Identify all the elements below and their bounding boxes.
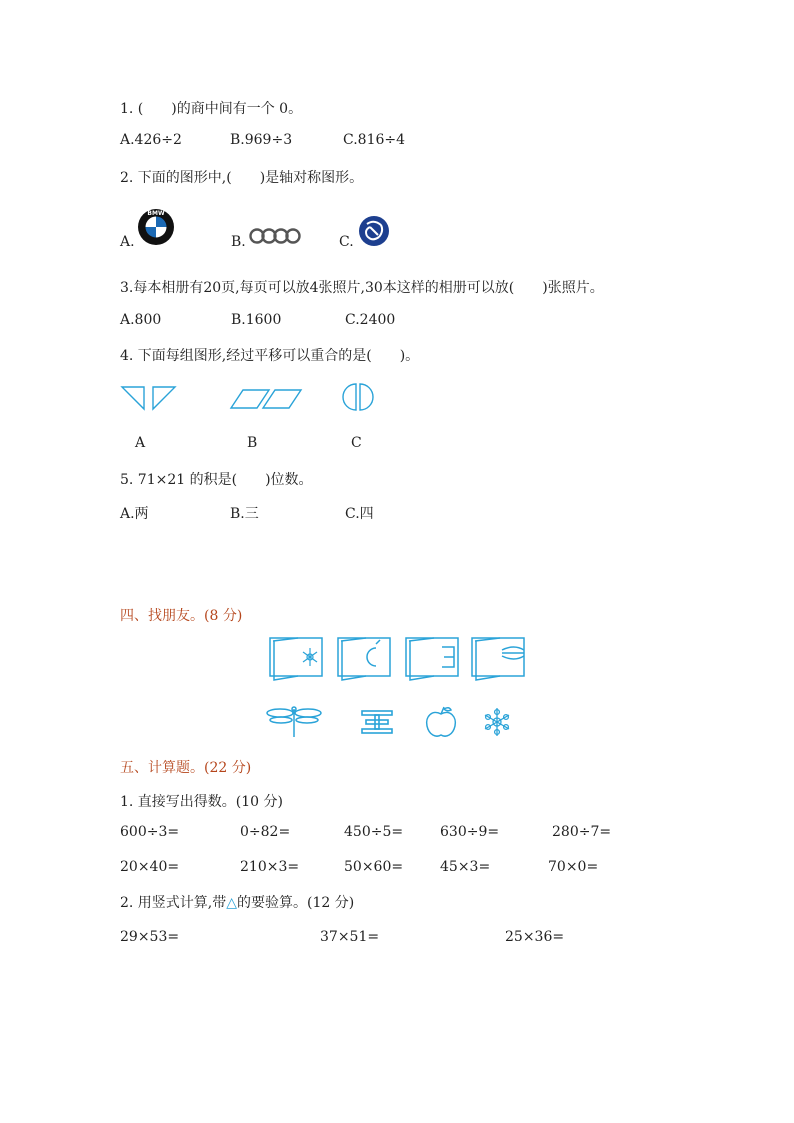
question-4-stem: 4. 下面每组图形,经过平移可以重合的是( )。 [120,348,420,364]
question-1-option-a: A.426÷2 [120,132,182,148]
calc-row1-item2: 0÷82= [240,824,291,840]
question-5-stem: 5. 71×21 的积是( )位数。 [120,472,313,488]
question-2-stem: 2. 下面的图形中,( )是轴对称图形。 [120,170,364,186]
vertical-calc-item3: 25×36= [505,929,565,945]
audi-rings-icon [249,227,303,245]
triangle-mark-icon: △ [226,895,238,911]
question-2-option-a-label: A. [120,234,135,250]
question-1-stem: 1. ( )的商中间有一个 0。 [120,101,303,117]
question-3-option-b: B.1600 [231,312,282,328]
section-5-part-1-title: 1. 直接写出得数。(10 分) [120,794,283,810]
folded-paper-snowflake-figure [268,636,328,684]
wang-character-figure [360,709,394,735]
triangles-pair-figure [120,384,178,412]
question-4-option-c-label: C [351,435,362,451]
question-5-option-a: A.两 [120,506,149,522]
part-2-title-post: 的要验算。(12 分) [237,895,355,911]
calc-row2-item1: 20×40= [120,859,180,875]
bmw-logo-icon [137,208,175,246]
question-1-option-c: C.816÷4 [343,132,406,148]
section-5-part-2-title [120,892,354,912]
vertical-calc-item1: 29×53= [120,929,180,945]
snowflake-figure [481,706,513,738]
folded-paper-wang-figure [404,636,464,684]
vertical-calc-item2: 37×51= [320,929,380,945]
question-5-option-b: B.三 [230,506,259,522]
calc-row2-item3: 50×60= [344,859,404,875]
question-2-option-b-label: B. [231,234,246,250]
section-4-title: 四、找朋友。(8 分) [120,608,243,624]
question-4-option-a-label: A [135,435,146,451]
apple-figure [423,705,459,739]
parallelograms-pair-figure [229,388,305,410]
dragonfly-figure [266,705,322,739]
question-3-option-a: A.800 [120,312,162,328]
calc-row2-item2: 210×3= [240,859,300,875]
section-5-title: 五、计算题。(22 分) [120,760,252,776]
bmw-logo-text: BMW [147,210,165,218]
question-3-option-c: C.2400 [345,312,396,328]
part-2-title-pre: 2. 用竖式计算,带 [120,895,227,911]
calc-row1-item1: 600÷3= [120,824,180,840]
question-2-option-c-label: C. [339,234,354,250]
calc-row2-item5: 70×0= [548,859,599,875]
china-mobile-logo-icon [358,215,390,247]
question-4-option-b-label: B [247,435,258,451]
calc-row1-item4: 630÷9= [440,824,500,840]
question-5-option-c: C.四 [345,506,374,522]
question-3-stem: 3.每本相册有20页,每页可以放4张照片,30本这样的相册可以放( )张照片。 [120,280,604,296]
question-1-option-b: B.969÷3 [230,132,293,148]
folded-paper-dragonfly-figure [470,636,530,684]
calc-row2-item4: 45×3= [440,859,491,875]
calc-row1-item3: 450÷5= [344,824,404,840]
half-circles-pair-figure [342,382,376,412]
calc-row1-item5: 280÷7= [552,824,612,840]
folded-paper-apple-figure [336,636,396,684]
